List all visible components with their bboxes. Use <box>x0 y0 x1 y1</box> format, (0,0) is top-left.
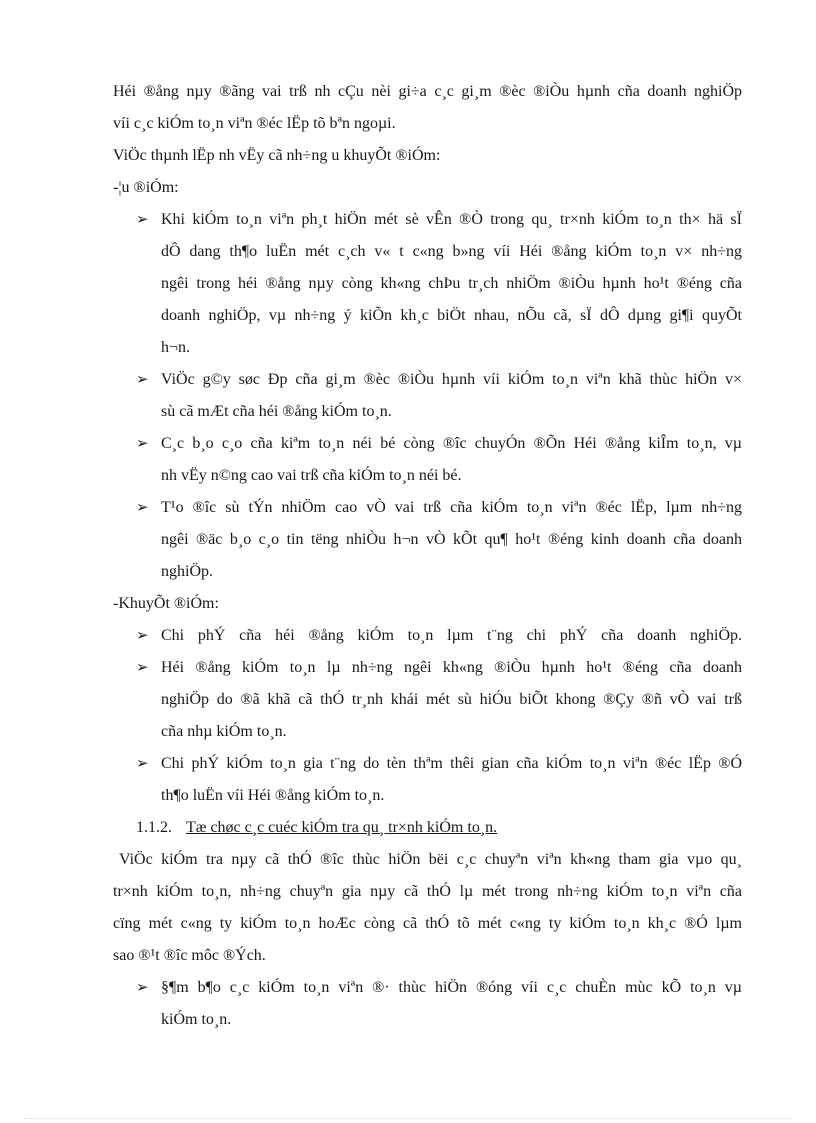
bullet-line: sù cã mÆt cña héi ®ång kiÓm to¸n. <box>161 403 392 420</box>
bullet-line: nh vËy n©ng cao vai trß cña kiÓm to¸n néi bé. <box>161 467 462 484</box>
paragraph-line: sao ®¹t ®îc môc ®Ých. <box>113 947 266 964</box>
bullet-line: C¸c b¸o c¸o cña kiªm to¸n néi bé còng ®îc chuyÓn ®Õn Héi ®ång kiÎm to¸n, vµ <box>161 435 742 452</box>
bullet-arrow-icon: ➢ <box>136 436 149 452</box>
section-heading-advantages: -¦u ®iÓm: <box>113 179 179 196</box>
bullet-arrow-icon: ➢ <box>136 756 149 772</box>
bullet-line: T¹o ®îc sù tÝn nhiÖm cao vÒ vai trß cña kiÓm to¸n viªn ®éc lËp, lµm nh÷ng <box>161 499 742 516</box>
section-title: Tæ chøc c¸c cuéc kiÓm tra qu¸ tr×nh kiÓm to¸n. <box>186 819 498 836</box>
bullet-line: nghiÖp. <box>161 563 213 580</box>
section-heading-disadvantages: -KhuyÕt ®iÓm: <box>113 595 219 612</box>
bullet-line: dÔ dang th¶o luËn mét c¸ch v« t c«ng b»ng víi Héi ®ång kiÓm to¸n v× nh÷ng <box>161 243 742 260</box>
bullet-arrow-icon: ➢ <box>136 660 149 676</box>
bullet-line: Khi kiÓm to¸n viªn ph¸t hiÖn mét sè vÊn ®Ò trong qu¸ tr×nh kiÓm to¸n th× hä sÏ <box>161 211 742 228</box>
bullet-line: ViÖc g©y søc Ðp cña gi¸m ®èc ®iÒu hµnh víi kiÓm to¸n viªn khã thùc hiÖn v× <box>161 371 742 388</box>
paragraph-line: Héi ®ång nµy ®ãng vai trß nh cÇu nèi gi÷a c¸c gi¸m ®èc ®iÒu hµnh cña doanh nghiÖp <box>113 83 742 100</box>
bullet-line: nghiÖp do ®ã khã cã thÓ tr¸nh khái mét sù hiÓu biÕt khong ®Çy ®ñ vÒ vai trß <box>161 691 742 708</box>
paragraph-line: tr×nh kiÓm to¸n, nh÷ng chuyªn gia nµy cã thÓ lµ mét trong nh÷ng kiÓm to¸n viªn cña <box>113 883 742 900</box>
bullet-arrow-icon: ➢ <box>136 372 149 388</box>
bullet-line: Héi ®ång kiÓm to¸n lµ nh÷ng ngêi kh«ng ®iÒu hµnh ho¹t ®éng cña doanh <box>161 659 742 676</box>
paragraph-line: ViÖc thµnh lËp nh vËy cã nh÷ng u khuyÕt ®iÓm: <box>113 147 441 164</box>
bullet-line: ngêi ®äc b¸o c¸o tin tëng nhiÒu h¬n vÒ kÕt qu¶ ho¹t ®éng kinh doanh cña doanh <box>161 531 742 548</box>
bullet-line: ngêi trong héi ®ång nµy còng kh«ng chÞu tr¸ch nhiÖm ®iÒu hµnh ho¹t ®éng cña <box>161 275 742 292</box>
bullet-line: kiÓm to¸n. <box>161 1011 232 1028</box>
bullet-line: h¬n. <box>161 339 191 356</box>
bullet-arrow-icon: ➢ <box>136 500 149 516</box>
bullet-line: doanh nghiÖp, vµ nh÷ng ý kiÕn kh¸c biÖt nhau, nÕu cã, sÏ dÔ dµng gi¶i quyÕt <box>161 307 742 324</box>
bullet-line: cña nhµ kiÓm to¸n. <box>161 723 287 740</box>
bullet-line: Chi phÝ kiÓm to¸n gia t¨ng do tèn thªm thêi gian cña kiÓm to¸n viªn ®éc lËp ®Ó <box>161 755 742 772</box>
section-number: 1.1.2. <box>136 819 172 836</box>
bullet-line: th¶o luËn víi Héi ®ång kiÓm to¸n. <box>161 787 385 804</box>
bullet-arrow-icon: ➢ <box>136 212 149 228</box>
page-bottom-divider <box>24 1118 792 1119</box>
bullet-line: Chi phÝ cña héi ®ång kiÓm to¸n lµm t¨ng chi phÝ cña doanh nghiÖp. <box>161 627 742 644</box>
paragraph-line: víi c¸c kiÓm to¸n viªn ®éc lËp tõ bªn ngoµi. <box>113 115 396 132</box>
bullet-line: §¶m b¶o c¸c kiÓm to¸n viªn ®· thùc hiÖn ®óng víi c¸c chuÈn mùc kÕ to¸n vµ <box>161 979 742 996</box>
bullet-arrow-icon: ➢ <box>136 980 149 996</box>
bullet-arrow-icon: ➢ <box>136 628 149 644</box>
paragraph-line: cïng mét c«ng ty kiÓm to¸n hoÆc còng cã thÓ tõ mét c«ng ty kiÓm to¸n kh¸c ®Ó lµm <box>113 915 742 932</box>
paragraph-line: ViÖc kiÓm tra nµy cã thÓ ®îc thùc hiÖn bëi c¸c chuyªn viªn kh«ng tham gia vµo qu¸ <box>119 851 742 868</box>
